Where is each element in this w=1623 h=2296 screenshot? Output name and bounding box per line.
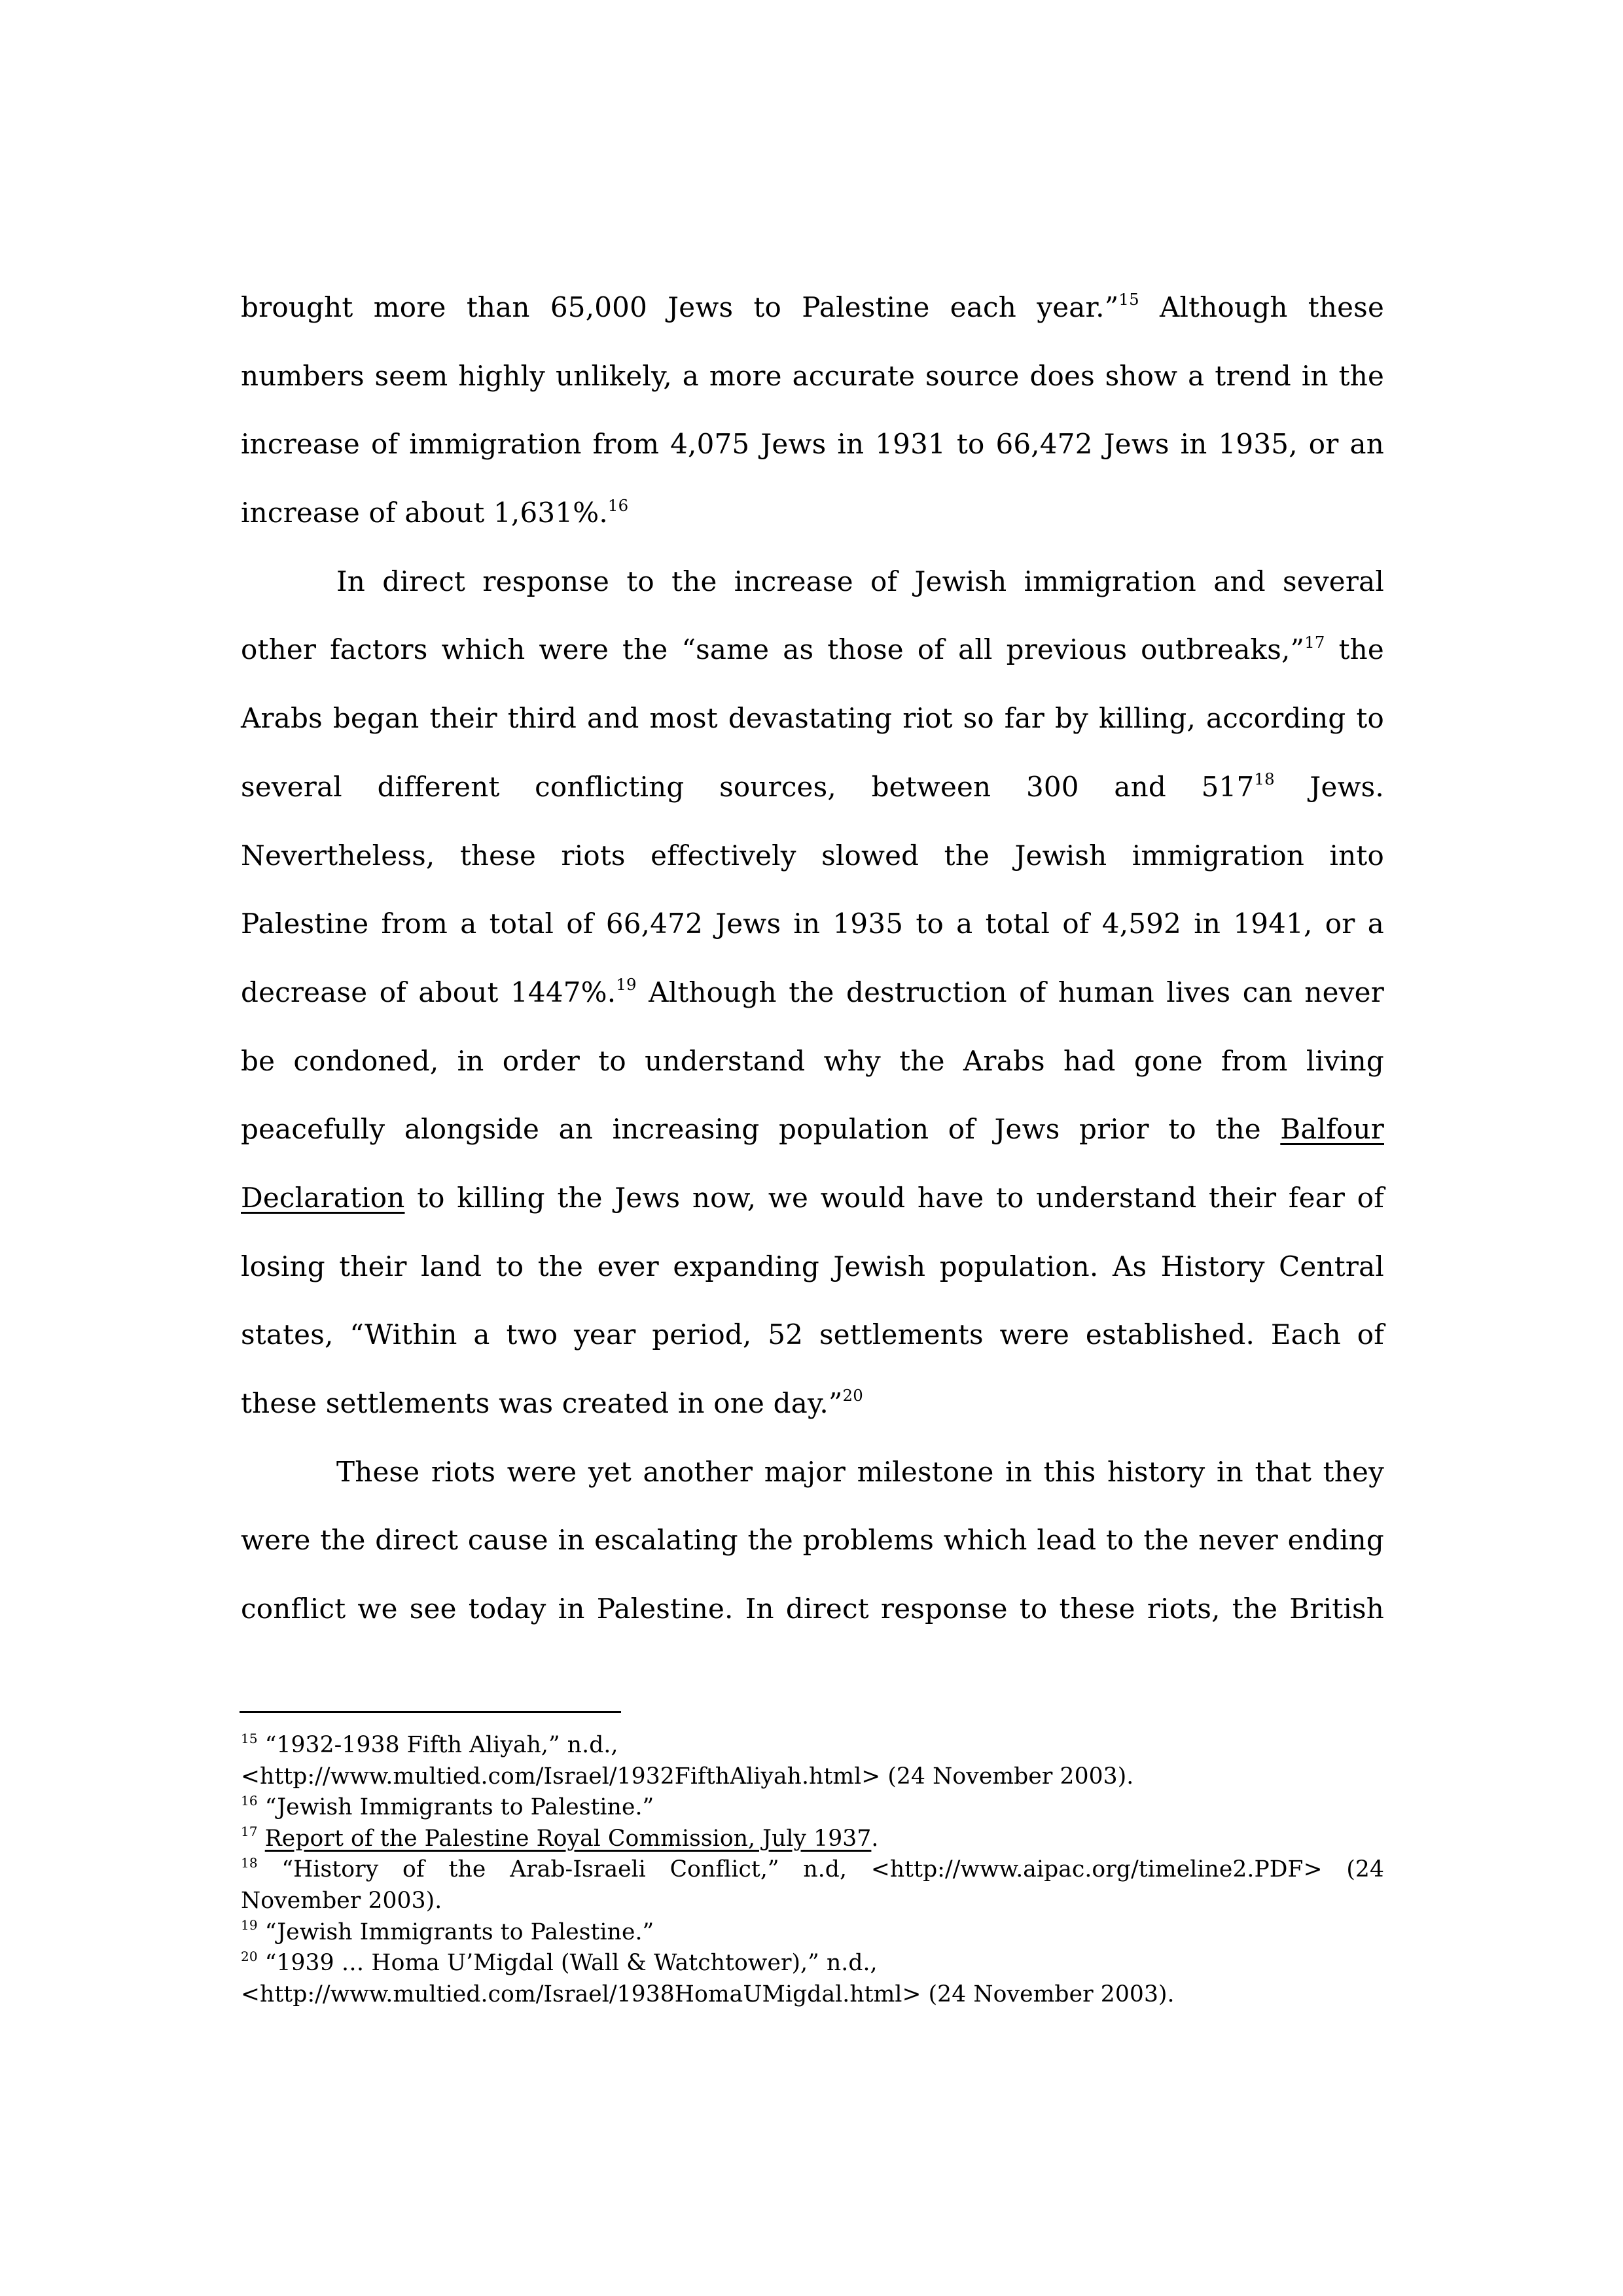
text-run: increase of immigration from 4,075 Jews in 1931 to 66,472 Jews in 1935, or an: [241, 428, 1384, 461]
text-run: Arabs began their third and most devastating riot so far by killing, according to: [241, 702, 1384, 735]
text-run: to killing the Jews now, we would have to understand their fear of: [404, 1181, 1384, 1214]
text-run: “1939 … Homa U’Migdal (Wall & Watchtower),” n.d.,: [257, 1950, 878, 1977]
text-line: [241, 410, 1384, 479]
footnote-line: [241, 1761, 1384, 1793]
footnote-reference: 17: [241, 1824, 258, 1840]
text-run: were the direct cause in escalating the problems which lead to the never ending: [241, 1524, 1384, 1557]
text-run: other factors which were the “same as those of all previous outbreaks,”: [241, 633, 1305, 666]
body-text: [241, 274, 1384, 1644]
text-run: November 2003).: [241, 1887, 442, 1914]
footnote: [241, 1824, 1384, 1855]
text-line: [241, 1233, 1384, 1301]
footnote: [241, 1854, 1384, 1916]
text-run: Jews.: [1274, 770, 1384, 803]
text-run: Although the destruction of human lives can never: [636, 976, 1384, 1008]
footnote-reference: 18: [1254, 769, 1275, 789]
text-run: these settlements was created in one day.”: [241, 1387, 843, 1419]
text-line: [241, 1095, 1384, 1164]
footnote-reference: 15: [241, 1730, 258, 1746]
text-line: [241, 684, 1384, 753]
paragraph: [241, 1438, 1384, 1644]
footnote-reference: 19: [241, 1917, 258, 1934]
footnotes: [241, 1730, 1384, 2010]
footnote-line: [241, 1730, 1384, 1761]
text-line: [241, 548, 1384, 616]
text-run: be condoned, in order to understand why the Arabs had gone from living: [241, 1044, 1384, 1077]
footnote: [241, 1917, 1384, 1949]
footnote-line: [241, 1948, 1384, 1979]
footnote-line: [241, 1792, 1384, 1824]
footnote-reference: 15: [1118, 290, 1139, 309]
text-line: [241, 822, 1384, 891]
footnote-line: [241, 1854, 1384, 1886]
text-line: [241, 1301, 1384, 1369]
text-run: increase of about 1,631%.: [241, 497, 608, 529]
text-run: losing their land to the ever expanding Jewish population. As History Central: [241, 1250, 1384, 1282]
underlined-title: Declaration: [241, 1181, 405, 1214]
text-run: “Jewish Immigrants to Palestine.”: [257, 1918, 654, 1945]
text-line: [241, 1575, 1384, 1644]
text-line: [241, 1027, 1384, 1096]
footnote-line: [241, 1886, 1384, 1917]
text-run: .: [871, 1825, 879, 1852]
text-line: [241, 1506, 1384, 1575]
text-line: [241, 890, 1384, 959]
text-run: These riots were yet another major milestone in this history in that they: [336, 1455, 1384, 1488]
underlined-title: Balfour: [1280, 1113, 1384, 1146]
text-run: decrease of about 1447%.: [241, 976, 616, 1008]
footnote-reference: 19: [616, 975, 637, 995]
footnote-reference: 20: [842, 1386, 863, 1405]
text-line: [241, 1164, 1384, 1233]
underlined-title: Report of the Palestine Royal Commission, July 1937: [264, 1825, 872, 1852]
paragraph: [241, 274, 1384, 548]
footnote: [241, 1792, 1384, 1824]
text-run: <http://www.multied.com/Israel/1938HomaUMigdal.html> (24 November 2003).: [241, 1981, 1175, 2007]
text-run: numbers seem highly unlikely, a more accurate source does show a trend in the: [241, 359, 1384, 392]
text-run: In direct response to the increase of Jewish immigration and several: [336, 565, 1384, 597]
text-line: [241, 479, 1384, 548]
text-line: [241, 1369, 1384, 1438]
text-line: [241, 753, 1384, 822]
text-run: Although these: [1139, 291, 1384, 323]
text-line: [241, 616, 1384, 684]
footnote: [241, 1730, 1384, 1792]
text-run: brought more than 65,000 Jews to Palestine each year.”: [241, 291, 1119, 323]
text-line: [241, 342, 1384, 411]
footnote-separator: [240, 1711, 621, 1713]
text-run: several different conflicting sources, between 300 and 517: [241, 770, 1255, 803]
footnote-line: [241, 1824, 1384, 1855]
text-run: Nevertheless, these riots effectively slowed the Jewish immigration into: [241, 839, 1384, 872]
footnote-reference: 17: [1304, 632, 1325, 652]
text-run: “Jewish Immigrants to Palestine.”: [257, 1794, 654, 1821]
text-line: [241, 274, 1384, 342]
text-run: <http://www.multied.com/Israel/1932FifthAliyah.html> (24 November 2003).: [241, 1763, 1134, 1790]
text-run: the: [1325, 633, 1384, 666]
footnote: [241, 1948, 1384, 2010]
text-run: peacefully alongside an increasing population of Jews prior to the: [241, 1113, 1281, 1146]
text-run: “1932-1938 Fifth Aliyah,” n.d.,: [257, 1732, 618, 1758]
text-run: [258, 1826, 265, 1852]
text-run: Palestine from a total of 66,472 Jews in 1935 to a total of 4,592 in 1941, or a: [241, 908, 1384, 940]
text-line: [241, 1438, 1384, 1507]
footnote-reference: 20: [241, 1948, 258, 1964]
text-run: conflict we see today in Palestine. In direct response to these riots, the British: [241, 1593, 1384, 1625]
footnote-reference: 16: [241, 1792, 258, 1809]
paragraph: [241, 548, 1384, 1438]
text-run: “History of the Arab-Israeli Conflict,” n.d, <http://www.aipac.org/timeline2.PDF> (24: [257, 1856, 1384, 1883]
footnote-line: [241, 1979, 1384, 2011]
text-run: states, “Within a two year period, 52 settlements were established. Each of: [241, 1318, 1384, 1351]
footnote-reference: 18: [241, 1854, 258, 1871]
footnote-reference: 16: [607, 495, 629, 515]
text-line: [241, 959, 1384, 1027]
footnote-line: [241, 1917, 1384, 1949]
